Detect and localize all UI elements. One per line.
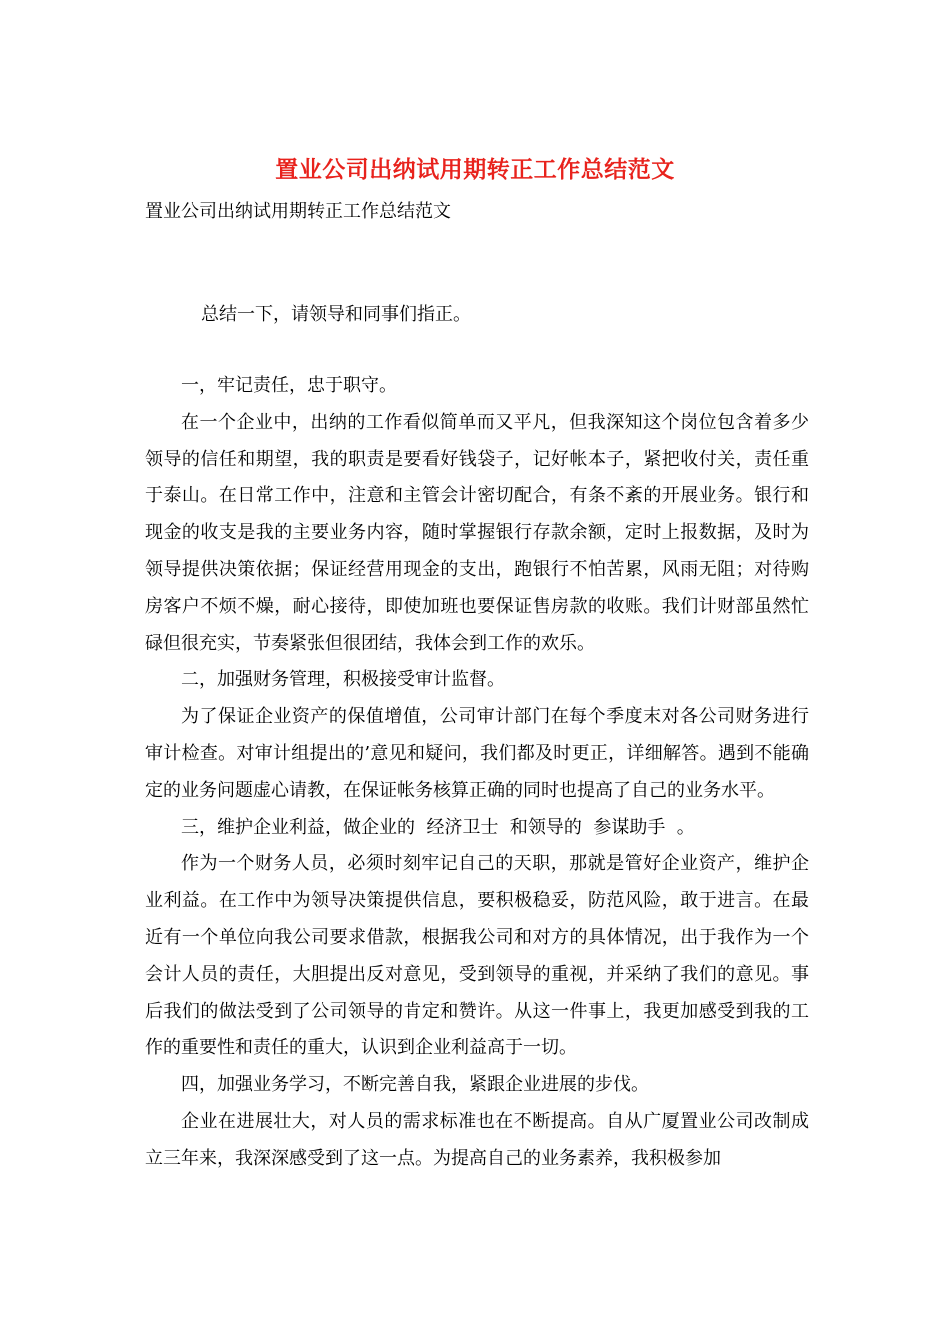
section-heading-4: 四，加强业务学习，不断完善自我，紧跟企业进展的步伐。 xyxy=(181,1074,649,1096)
document-subtitle: 置业公司出纳试用期转正工作总结范文 xyxy=(145,201,451,222)
section-heading-1: 一，牢记责任，忠于职守。 xyxy=(181,375,397,396)
lead-sentence: 总结一下，请领导和同事们指正。 xyxy=(201,304,471,325)
paragraph-1: 在一个企业中，出纳的工作看似简单而又平凡，但我深知这个岗位包含着多少领导的信任和期望，我的职责是要看好钱袋子，记好帐本子，紧把收付关，责任重于泰山。在日常工作中，注意和主管会计密切配合，有条不紊的开展业务。银行和现金的收支是我的主要业务内容，随时掌握银行存款余额，定时上报数据，及时为领导提供决策依据；保证经营用现金的支出，跑银行不怕苦累，风雨无阻；对待购房客户不烦不燥，耐心接待，即使加班也要保证售房款的收账。我们计财部虽然忙碌但很充实，节奏紧张但很团结，我体会到工作的欢乐。 xyxy=(145,411,809,654)
section-heading-3: 三，维护企业利益，做企业的 经济卫士 和领导的 参谋助手 。 xyxy=(181,816,695,838)
section-heading-2: 二，加强财务管理，积极接受审计监督。 xyxy=(181,669,505,691)
paragraph-3: 作为一个财务人员，必须时刻牢记自己的天职，那就是管好企业资产，维护企业利益。在工作中为领导决策提供信息，要积极稳妥，防范风险，敢于进言。在最近有一个单位向我公司要求借款，根据我公司和对方的具体情况，出于我作为一个会计人员的责任，大胆提出反对意见，受到领导的重视，并采纳了我们的意见。事后我们的做法受到了公司领导的肯定和赞许。从这一件事上，我更加感受到我的工作的重要性和责任的重大，认识到企业利益高于一切。 xyxy=(145,853,809,1059)
document-body xyxy=(145,368,809,1178)
paragraph-2: 为了保证企业资产的保值增值，公司审计部门在每个季度末对各公司财务进行审计检查。对审计组提出的’意见和疑问，我们都及时更正，详细解答。遇到不能确定的业务问题虚心请教，在保证帐务核算正确的同时也提高了自己的业务水平。 xyxy=(145,706,809,801)
document-title: 置业公司出纳试用期转正工作总结范文 xyxy=(275,156,675,183)
paragraph-4: 企业在进展壮大，对人员的需求标准也在不断提高。自从广厦置业公司改制成立三年来，我深深感受到了这一点。为提高自己的业务素养，我积极参加 xyxy=(145,1110,809,1169)
